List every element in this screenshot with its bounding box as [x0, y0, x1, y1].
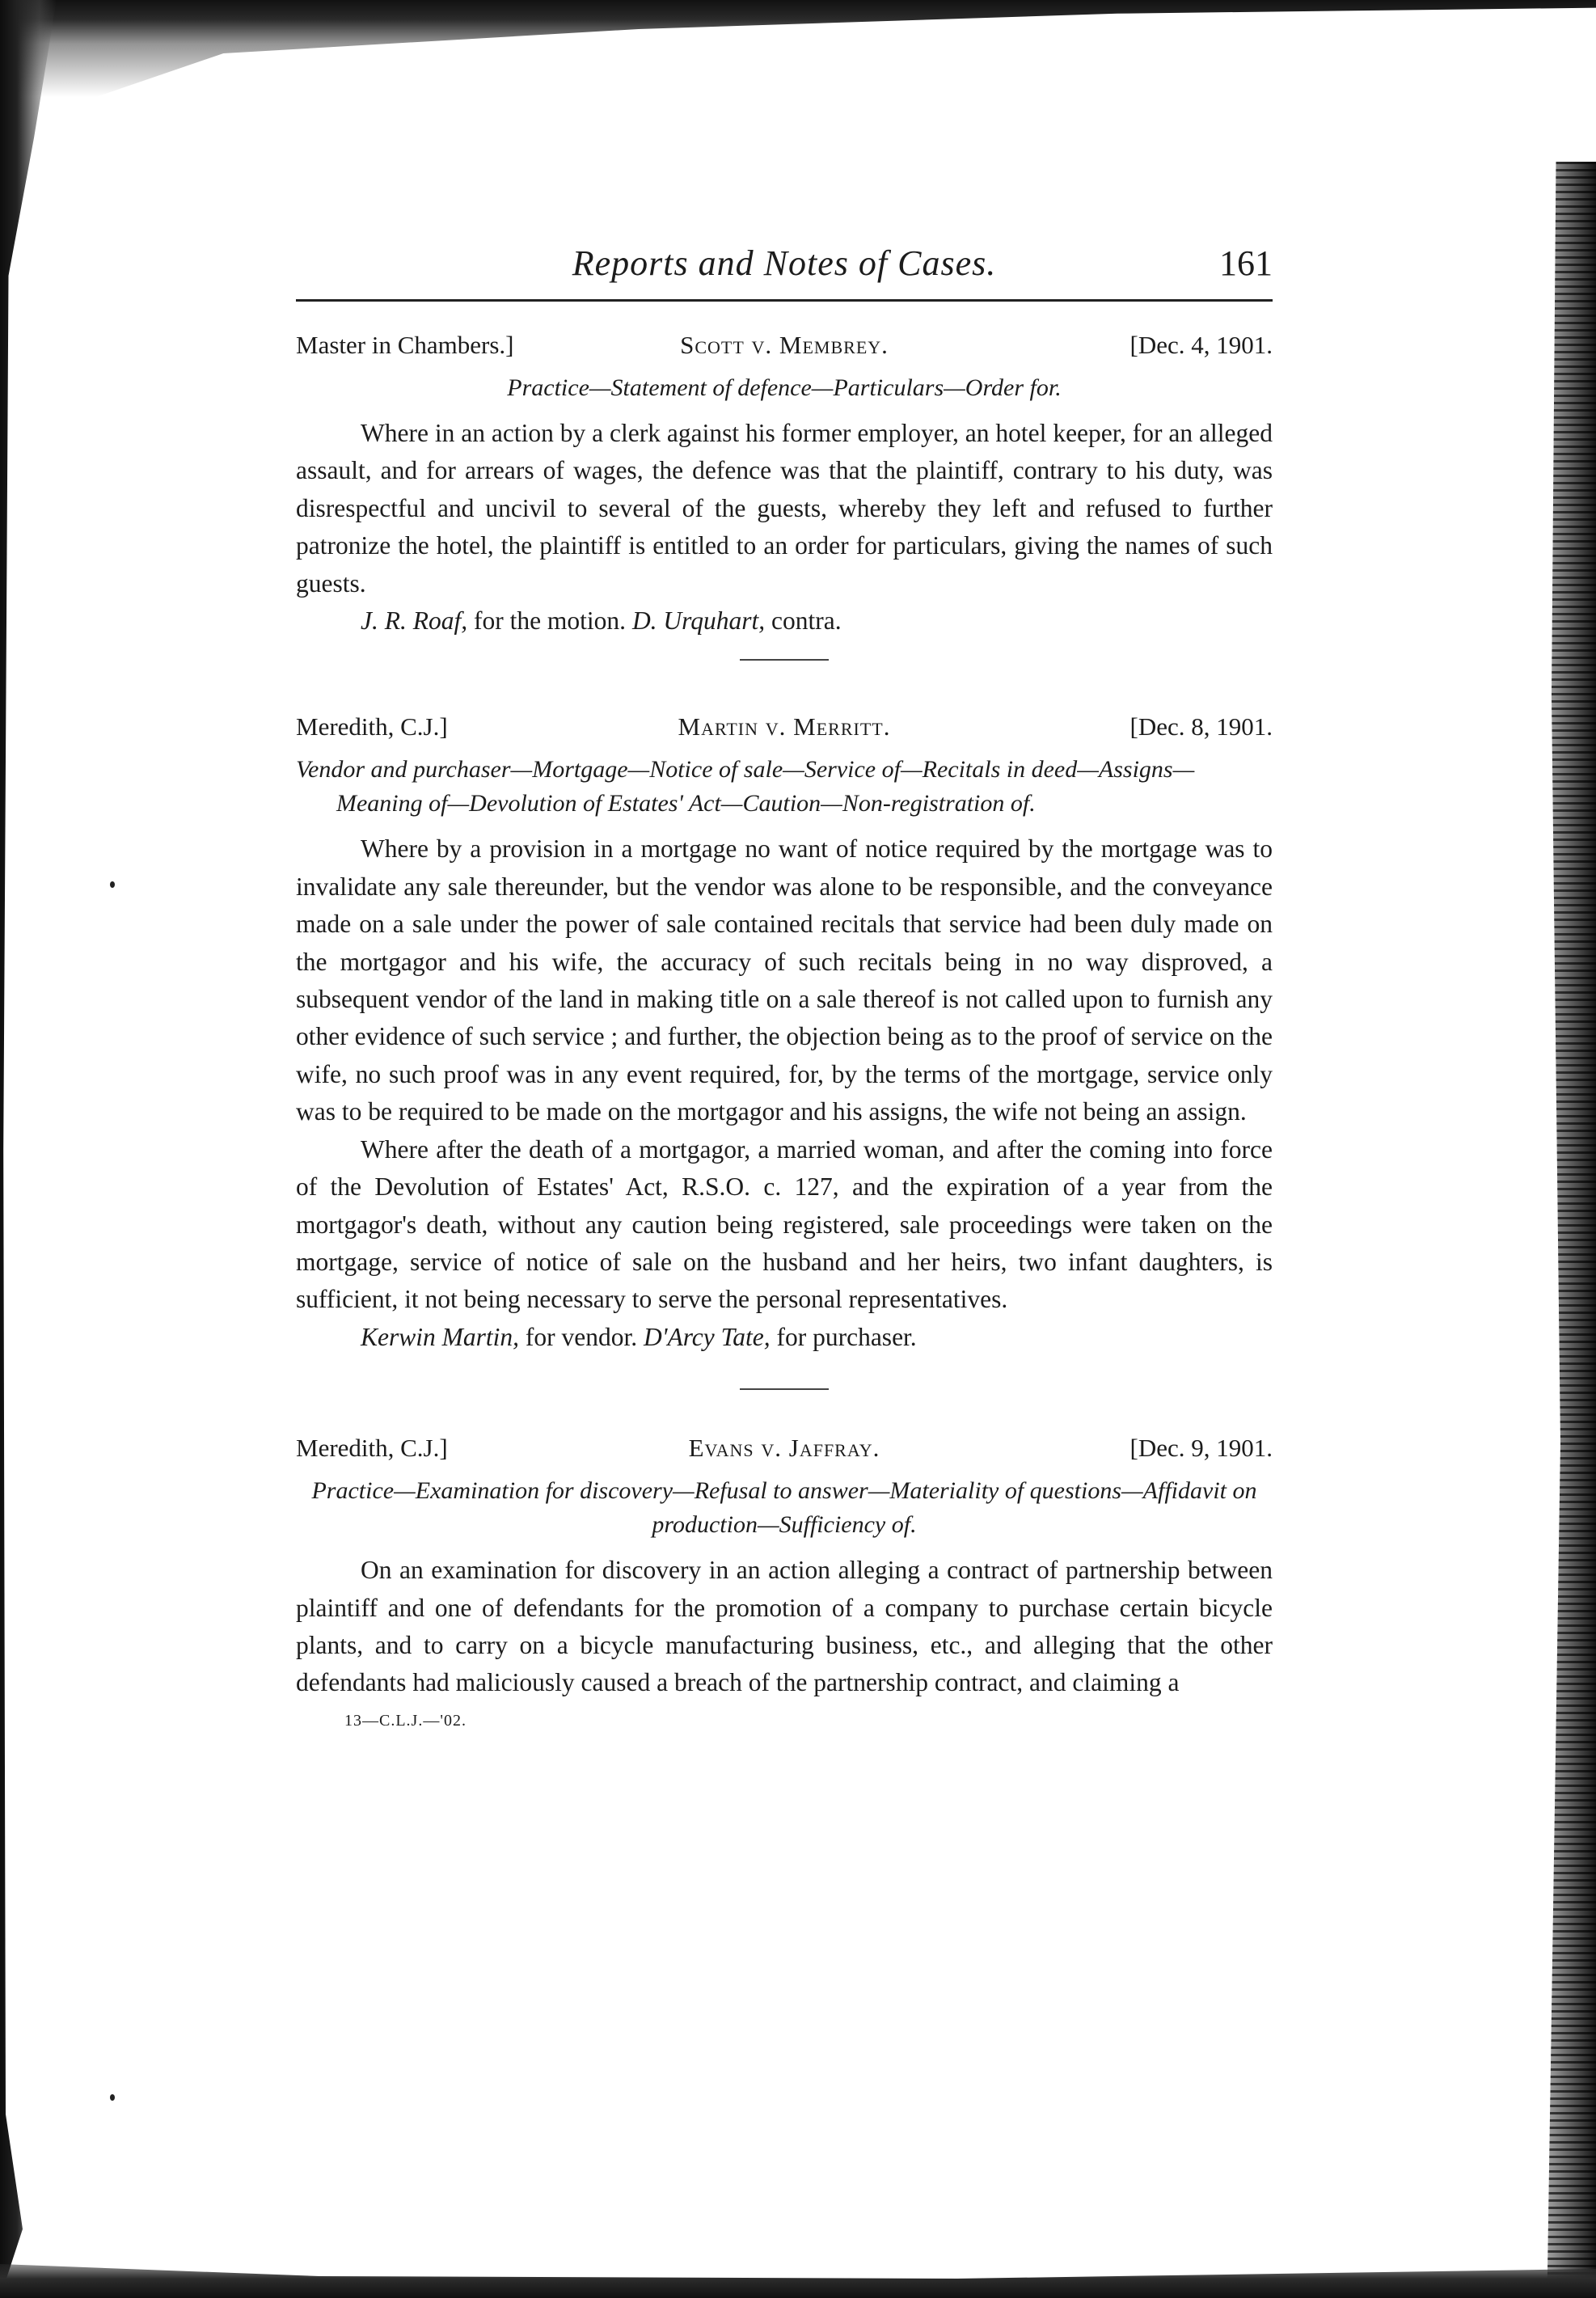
case-paragraph: Where in an action by a clerk against his former employer, an hotel keeper, for an alleged assault, and for arrears of wages, the defence was that the plaintiff, contrary to his duty, was disrespectful and uncivil to several of the guests, whereby they left and refused to further patronize the hotel, the plaintiff is entitled to an order for particulars, giving the names of such guests. — [296, 419, 1273, 598]
case-parties: Martin v. Merritt. — [678, 712, 891, 741]
case-paragraph: On an examination for discovery in an action alleging a contract of partnership between plaintiff and one of defendants for the promotion of a company to purchase certain bicycle plants, and to carry on a bicycle manufacturing business, etc., and alleging that the other defendants had maliciously caused a breach of the partnership contract, and claiming a — [296, 1556, 1273, 1697]
scan-edge-bottom — [0, 2249, 1596, 2298]
counsel-name: Kerwin Martin, — [361, 1322, 520, 1351]
case-header — [296, 1429, 1273, 1471]
page-number: 161 — [1219, 243, 1273, 283]
case-header — [296, 708, 1273, 750]
case-court: Master in Chambers.] — [296, 331, 514, 359]
case-counsel — [296, 1319, 1273, 1356]
case-report — [296, 1429, 1273, 1702]
case-catchwords: Practice—Statement of defence—Particulars—Order for. — [507, 374, 1062, 401]
case-parties: Scott v. Membrey. — [680, 331, 889, 359]
case-separator — [740, 659, 829, 661]
case-report — [296, 708, 1273, 1390]
signature-footnote: 13—C.L.J.—'02. — [344, 1711, 467, 1730]
case-counsel — [296, 602, 1273, 640]
case-header — [296, 326, 1273, 368]
case-separator — [740, 1388, 829, 1390]
counsel-name: D'Arcy Tate, — [643, 1322, 771, 1351]
counsel-name: D. Urquhart, — [631, 606, 766, 636]
case-court: Meredith, C.J.] — [296, 712, 448, 741]
case-catchwords: Vendor and purchaser—Mortgage—Notice of sale—Service of—Recitals in deed—Assigns—Meaning of—Devolution of Estates' Act—Caution—Non-registration of. — [296, 756, 1195, 817]
case-report — [296, 326, 1273, 661]
counsel-role: for purchaser. — [770, 1322, 917, 1351]
document-page — [296, 234, 1273, 1730]
running-head-title: Reports and Notes of Cases. — [572, 243, 997, 283]
case-date: [Dec. 4, 1901. — [1129, 331, 1273, 359]
case-date: [Dec. 8, 1901. — [1129, 712, 1273, 741]
counsel-name: J. R. Roaf, — [361, 606, 468, 636]
counsel-role: for vendor. — [519, 1322, 644, 1351]
case-court: Meredith, C.J.] — [296, 1434, 448, 1463]
case-paragraph: Where after the death of a mortgagor, a married woman, and after the coming into force of the Devolution of Estates' Act, R.S.O. c. 127, and the expiration of a year from the mortgagor's death, without any caution being registered, sale proceedings were taken on the mortgage, service of notice of sale on the husband and her heirs, two infant daughters, is sufficient, it not being necessary to serve the personal representatives. — [296, 1134, 1273, 1314]
counsel-role: for the motion. — [467, 606, 632, 636]
case-parties: Evans v. Jaffray. — [688, 1434, 880, 1463]
case-date: [Dec. 9, 1901. — [1129, 1434, 1273, 1463]
scan-edge-right — [1507, 162, 1596, 2298]
scan-speck — [110, 2094, 115, 2101]
scan-edge-left — [0, 0, 57, 2298]
scan-speck — [110, 881, 115, 888]
counsel-role: contra. — [765, 606, 842, 636]
scan-edge-top — [0, 0, 1596, 97]
case-paragraph: Where by a provision in a mortgage no want of notice required by the mortgage was to invalidate any sale thereunder, but the vendor was alone to be responsible, and the conveyance made on a sale under the power of sale contained recitals that service had been duly made on the mortgagor and his wife, the accuracy of such recitals being in no way disproved, a subsequent vendor of the land in making title on a sale thereof is not called upon to furnish any other evidence of such service ; and further, the objection being as to the proof of service on the wife, no such proof was in any event required, for, by the terms of the mortgage, service only was to be required to be made on the mortgagor and his assigns, the wife not being an assign. — [296, 834, 1273, 1126]
running-head — [296, 234, 1273, 302]
case-catchwords: Practice—Examination for discovery—Refusal to answer—Materiality of questions—Affidavit on production—Sufficiency of. — [311, 1477, 1257, 1539]
